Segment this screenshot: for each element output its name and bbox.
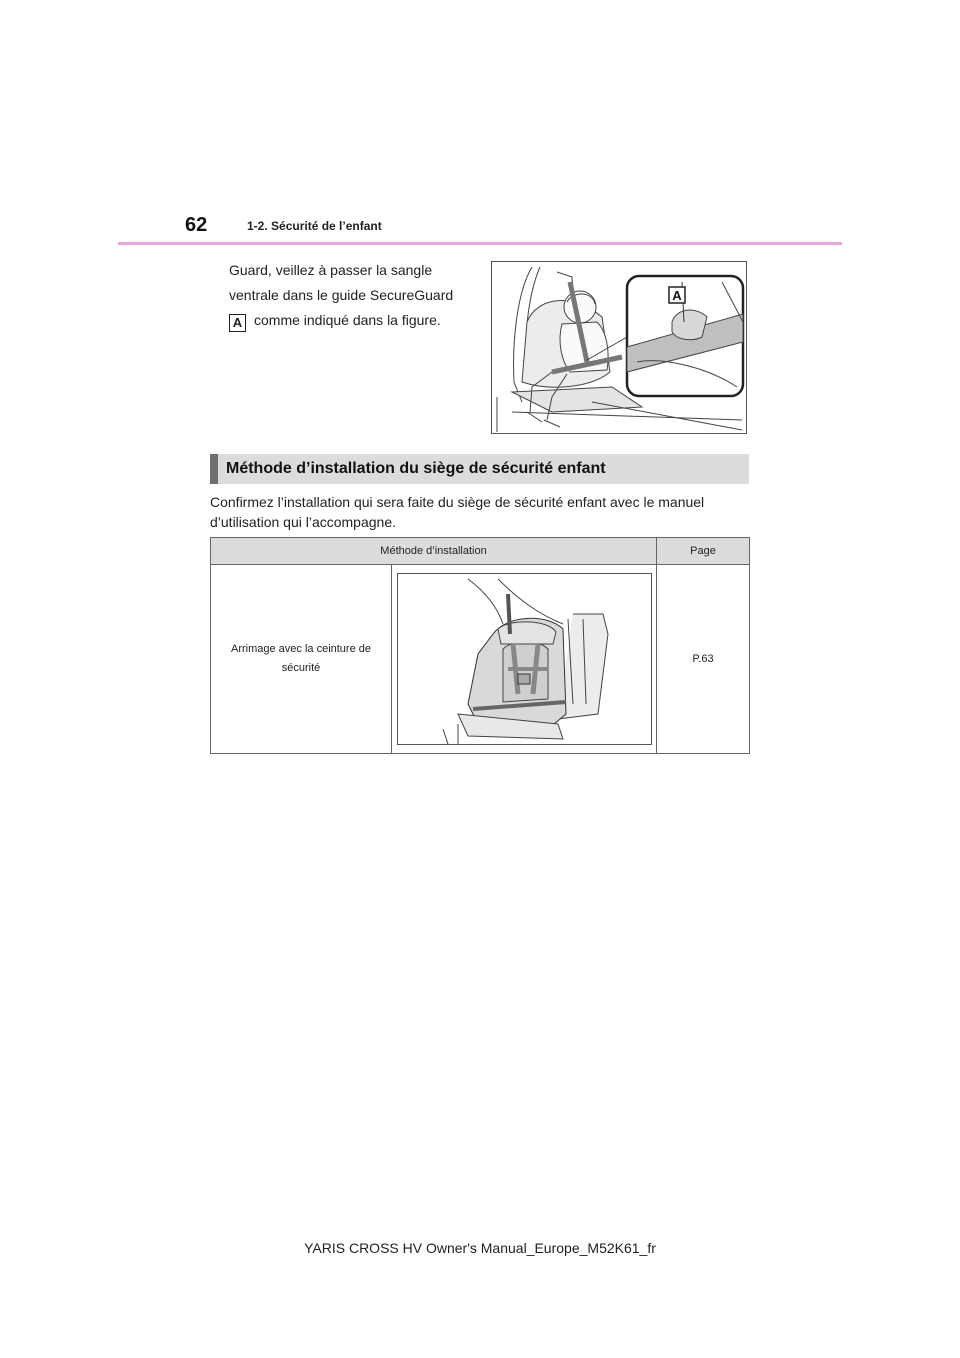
intro-line-1: Guard, veillez à passer la sangle — [229, 262, 433, 278]
callout-badge-a: A — [229, 314, 246, 332]
inset-callout-a: A — [672, 288, 682, 303]
section-title: Méthode d’installation du siège de sécurité enfant — [210, 454, 749, 484]
child-seat-belt-illustration — [398, 574, 651, 744]
table-row — [211, 565, 750, 754]
installation-method-table — [210, 537, 750, 754]
page-number: 62 — [185, 214, 208, 236]
section-header: 1-2. Sécurité de l’enfant — [247, 219, 382, 233]
column-header-page: Page — [657, 538, 750, 565]
table-header-row — [211, 538, 750, 565]
intro-line-3-text: comme indiqué dans la figure. — [254, 312, 441, 328]
method-cell: Arrimage avec la ceinture de sécurité — [211, 565, 392, 754]
figure-cell — [392, 565, 657, 754]
child-seat-belt-guide-figure — [491, 261, 747, 434]
intro-line-2: ventrale dans le guide SecureGuard — [229, 287, 454, 303]
footer-manual-title: YARIS CROSS HV Owner's Manual_Europe_M52K61_fr — [304, 1240, 656, 1256]
header-divider — [118, 242, 842, 245]
body-paragraph: Confirmez l’installation qui sera faite du siège de sécurité enfant avec le manuel d’utilisation qui l’accompagne. — [210, 494, 705, 530]
intro-paragraph — [229, 258, 479, 333]
column-header-method: Méthode d’installation — [211, 538, 657, 565]
page-reference[interactable]: P.63 — [657, 565, 750, 754]
intro-line-3 — [229, 308, 479, 333]
child-seat-illustration — [492, 262, 746, 433]
seat-belt-install-figure — [397, 573, 652, 745]
